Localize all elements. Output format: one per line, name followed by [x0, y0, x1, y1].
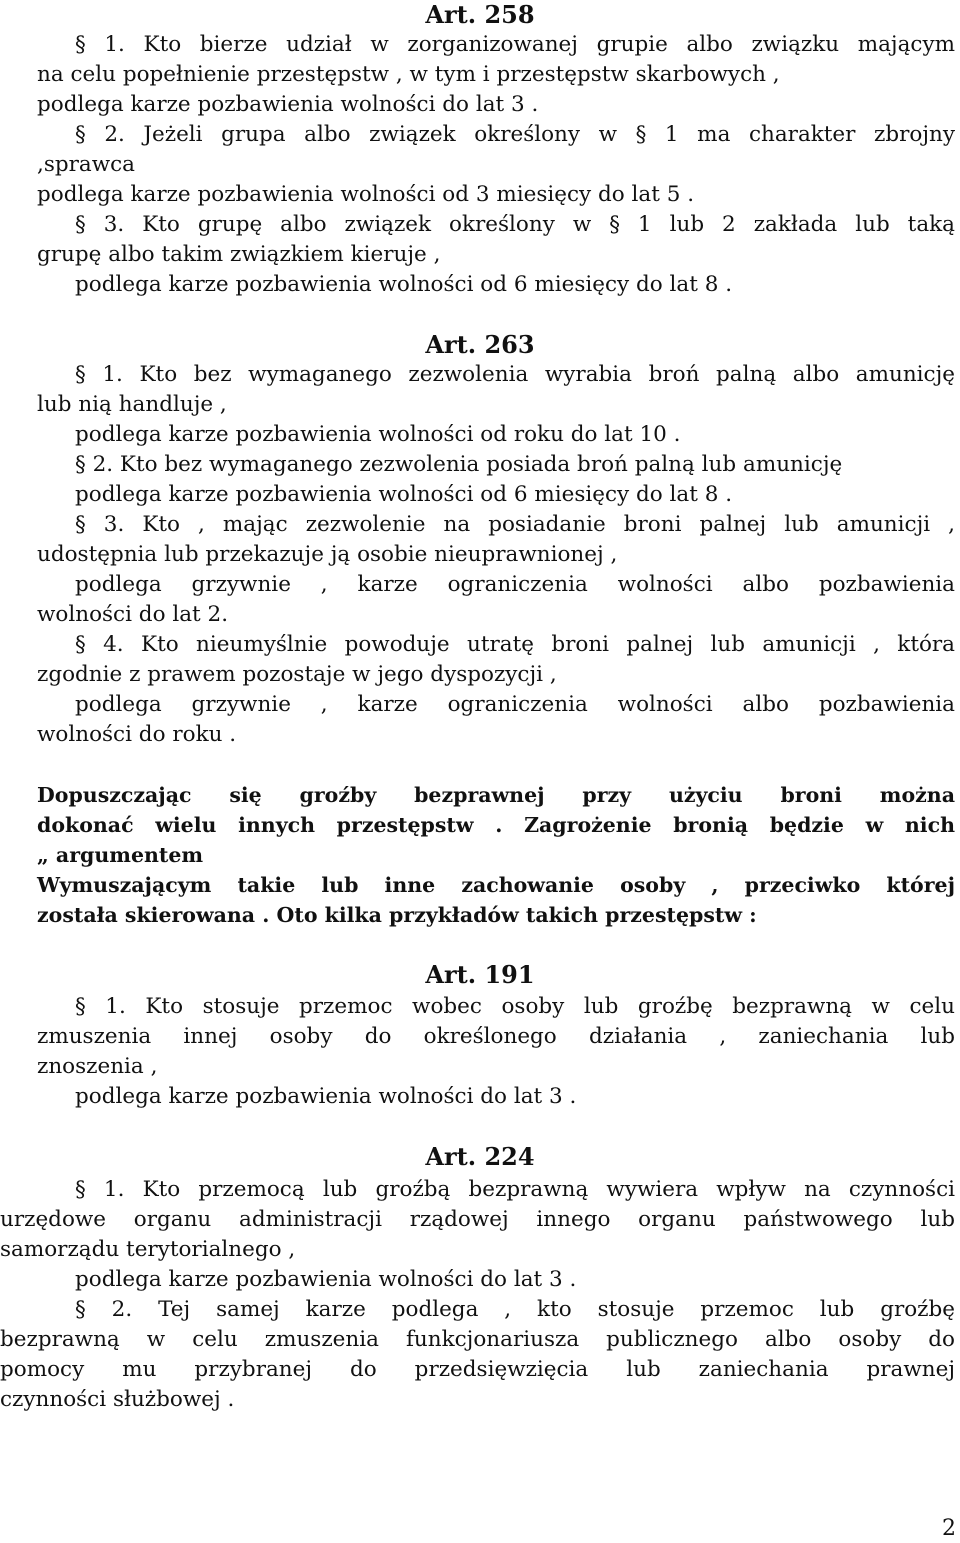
article-heading: Art. 191	[425, 960, 535, 989]
text-line: § 3. Kto , mając zezwolenie na posiadanie broni palnej lub amunicji ,	[75, 512, 955, 537]
text-line: § 1. Kto bierze udział w zorganizowanej grupie albo związku mającym	[75, 32, 955, 57]
text-line: znoszenia ,	[37, 1054, 158, 1079]
text-line: podlega karze pozbawienia wolności do lat 3 .	[75, 1084, 577, 1109]
text-line: § 1. Kto bez wymaganego zezwolenia wyrabia broń palną albo amunicję	[75, 362, 955, 387]
text-line: wolności do roku .	[37, 722, 237, 747]
text-line: wolności do lat 2.	[37, 602, 229, 627]
text-line: ,sprawca	[37, 152, 135, 177]
text-line: zgodnie z prawem pozostaje w jego dyspozycji ,	[37, 662, 557, 687]
text-line: podlega karze pozbawienia wolności od 3 miesięcy do lat 5 .	[37, 182, 695, 207]
text-line: § 1. Kto przemocą lub groźbą bezprawną wywiera wpływ na czynności	[75, 1177, 955, 1202]
text-line: § 4. Kto nieumyślnie powoduje utratę broni palnej lub amunicji , która	[75, 632, 955, 657]
text-line: bezprawną w celu zmuszenia funkcjonariusza publicznego albo osoby do	[0, 1327, 955, 1352]
text-line: § 2. Kto bez wymaganego zezwolenia posiada broń palną lub amunicję	[75, 452, 843, 477]
text-line: § 3. Kto grupę albo związek określony w § 1 lub 2 zakłada lub taką	[75, 212, 955, 237]
text-line: § 2. Tej samej karze podlega , kto stosuje przemoc lub groźbę	[75, 1297, 955, 1322]
text-line: podlega grzywnie , karze ograniczenia wolności albo pozbawienia	[75, 572, 955, 597]
text-line: samorządu terytorialnego ,	[0, 1237, 296, 1262]
text-line: zmuszenia innej osoby do określonego działania , zaniechania lub	[37, 1024, 955, 1049]
text-line: § 2. Jeżeli grupa albo związek określony w § 1 ma charakter zbrojny	[75, 122, 955, 147]
text-line: podlega karze pozbawienia wolności od 6 miesięcy do lat 8 .	[75, 272, 733, 297]
text-line: § 1. Kto stosuje przemoc wobec osoby lub groźbę bezprawną w celu	[75, 994, 955, 1019]
text-line: dokonać wielu innych przestępstw . Zagrożenie bronią będzie w nich	[37, 813, 955, 837]
article-heading: Art. 263	[425, 330, 535, 359]
text-line: podlega grzywnie , karze ograniczenia wolności albo pozbawienia	[75, 692, 955, 717]
text-line: pomocy mu przybranej do przedsięwzięcia lub zaniechania prawnej	[0, 1357, 955, 1382]
text-line: czynności służbowej .	[0, 1387, 235, 1412]
text-line: na celu popełnienie przestępstw , w tym i przestępstw skarbowych ,	[37, 62, 780, 87]
text-line: urzędowe organu administracji rządowej innego organu państwowego lub	[0, 1207, 955, 1232]
article-heading: Art. 224	[425, 1142, 535, 1171]
text-line: lub nią handluje ,	[37, 392, 227, 417]
page-number: 2	[942, 1516, 956, 1541]
text-line: grupę albo takim związkiem kieruje ,	[37, 242, 441, 267]
article-heading: Art. 258	[425, 0, 535, 29]
text-line: została skierowana . Oto kilka przykładów takich przestępstw :	[37, 903, 757, 927]
text-line: podlega karze pozbawienia wolności od 6 miesięcy do lat 8 .	[75, 482, 733, 507]
text-line: Wymuszającym takie lub inne zachowanie osoby , przeciwko której	[37, 873, 955, 897]
text-line: podlega karze pozbawienia wolności do lat 3 .	[37, 92, 539, 117]
text-line: podlega karze pozbawienia wolności od roku do lat 10 .	[75, 422, 681, 447]
text-line: udostępnia lub przekazuje ją osobie nieuprawnionej ,	[37, 542, 618, 567]
text-line: podlega karze pozbawienia wolności do lat 3 .	[75, 1267, 577, 1292]
text-line: Dopuszczając się groźby bezprawnej przy użyciu broni można	[37, 783, 955, 807]
text-line: „ argumentem	[37, 843, 204, 867]
